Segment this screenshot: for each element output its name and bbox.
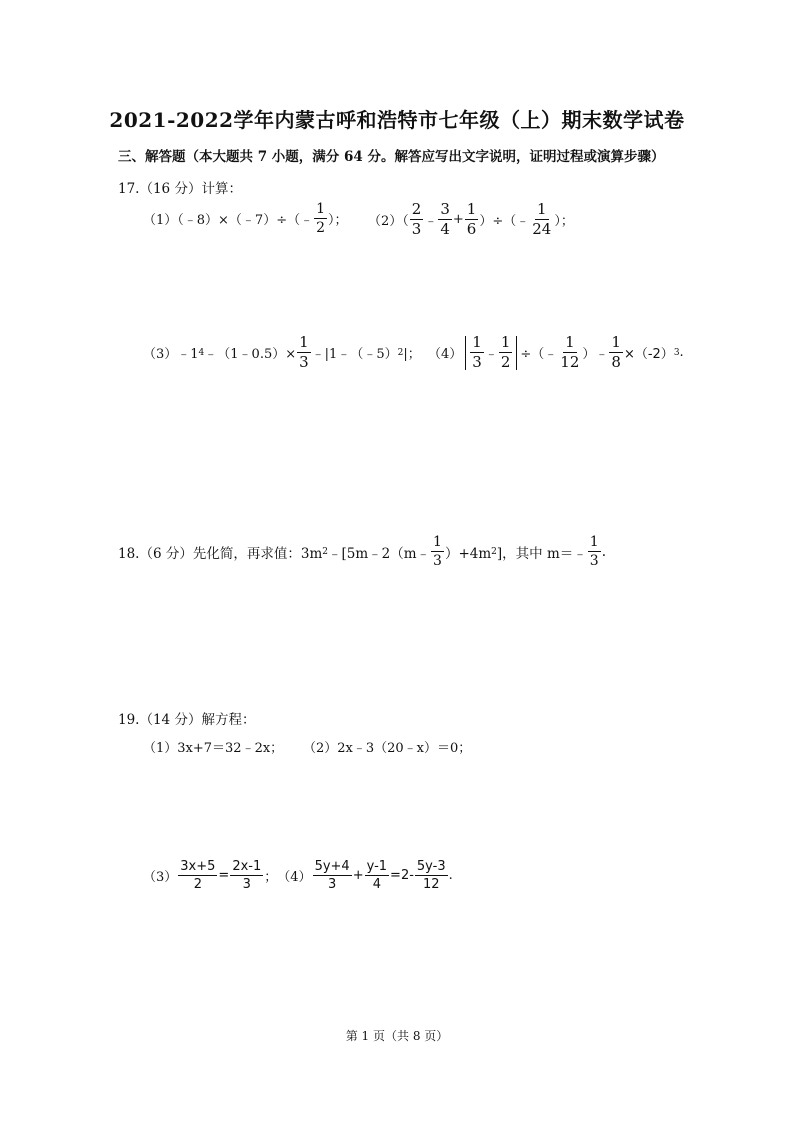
fraction: $\frac{1}{2}$ bbox=[500, 333, 511, 371]
q17-p3-prefix: （3）﹣1 bbox=[143, 347, 199, 362]
fraction: $\frac{1}{3}$ bbox=[472, 333, 482, 371]
question-19-part-2: （2）2x﹣3（20﹣x）＝0； bbox=[303, 741, 472, 756]
question-17-part-4 bbox=[428, 335, 684, 370]
q18-prefix: 18.（6 分）先化简，再求值：3m bbox=[118, 545, 323, 562]
operator: + bbox=[352, 868, 364, 883]
q17-p4-suffix: . bbox=[679, 345, 684, 360]
exponent: 2 bbox=[322, 546, 328, 557]
q17-p1-prefix: （1）（﹣8）×（﹣7）÷（﹣ bbox=[143, 213, 314, 228]
fraction: $\frac{y-1}{4}$ bbox=[366, 859, 388, 892]
fraction: $\frac{1}{8}$ bbox=[611, 333, 621, 371]
q17-p3-suffix: |； bbox=[403, 347, 421, 362]
fraction: $\frac{3}{4}$ bbox=[440, 200, 450, 238]
fraction: $\frac{1}{2}$ bbox=[316, 201, 326, 236]
question-18 bbox=[118, 535, 606, 568]
q17-p3-mid1: ﹣（1﹣0.5）× bbox=[204, 347, 297, 362]
fraction: $\frac{5y-3}{12}$ bbox=[416, 859, 446, 892]
absolute-value-bar bbox=[465, 336, 466, 370]
q17-p2-suffix: ）； bbox=[554, 214, 574, 229]
q19-p3-prefix: （3） bbox=[143, 870, 178, 885]
fraction: $\frac{2}{3}$ bbox=[411, 200, 422, 238]
q19-p3-suffix: ； bbox=[264, 870, 278, 885]
fraction: $\frac{1}{3}$ bbox=[589, 534, 599, 569]
fraction: $\frac{3x+5}{2}$ bbox=[180, 859, 216, 892]
page-footer: 第 1 页（共 8 页） bbox=[345, 1029, 449, 1043]
exponent: 2 bbox=[397, 347, 404, 358]
section-heading: 三、解答题（本大题共 7 小题，满分 64 分。解答应写出文字说明，证明过程或演算步骤） bbox=[118, 149, 665, 165]
page-title: 2021-2022学年内蒙古呼和浩特市七年级（上）期末数学试卷 bbox=[109, 108, 685, 132]
fraction: $\frac{1}{3}$ bbox=[299, 333, 309, 371]
q18-suffix: . bbox=[601, 543, 606, 560]
question-17-part-3 bbox=[143, 335, 421, 370]
fraction: $\frac{1}{6}$ bbox=[466, 200, 477, 238]
question-17-header: 17.（16 分）计算： bbox=[118, 181, 242, 197]
fraction: $\frac{1}{3}$ bbox=[433, 534, 442, 569]
q17-p4-mid2: ）﹣ bbox=[582, 347, 609, 362]
question-19-header: 19.（14 分）解方程： bbox=[118, 712, 256, 728]
exponent: 4 bbox=[198, 347, 205, 358]
exponent: 2 bbox=[491, 546, 497, 557]
fraction: $\frac{2x-1}{3}$ bbox=[232, 859, 262, 892]
q18-mid3: ]，其中 m＝﹣ bbox=[496, 545, 587, 562]
q17-p2-prefix: （2）（ bbox=[368, 214, 409, 229]
q17-p4-tail: ×（-2） bbox=[623, 347, 674, 362]
q17-p1-suffix: ）； bbox=[328, 213, 348, 228]
equals: = bbox=[218, 868, 230, 883]
q19-p4-prefix: （4） bbox=[277, 870, 312, 885]
q17-p4-mid: ÷（﹣ bbox=[520, 347, 558, 362]
q18-mid1: ﹣[5m﹣2（m﹣ bbox=[327, 545, 431, 562]
question-17-part-1 bbox=[143, 202, 348, 235]
q17-p2-mid: ）÷（﹣ bbox=[479, 214, 530, 229]
q19-p4-suffix: . bbox=[448, 868, 453, 883]
q18-mid2: ）+4m bbox=[444, 545, 492, 562]
operator: + bbox=[452, 212, 464, 227]
equals: =2- bbox=[390, 868, 414, 883]
operator: ﹣ bbox=[424, 214, 438, 229]
absolute-value-bar bbox=[516, 336, 517, 370]
fraction: $\frac{1}{24}$ bbox=[532, 200, 552, 238]
fraction: $\frac{1}{12}$ bbox=[560, 333, 580, 371]
question-17-part-2 bbox=[368, 202, 574, 237]
q17-p4-prefix: （4） bbox=[428, 347, 463, 362]
operator: ﹣ bbox=[484, 347, 498, 362]
exponent: 3 bbox=[673, 347, 680, 358]
fraction: $\frac{5y+4}{3}$ bbox=[314, 859, 350, 892]
question-19-part-3 bbox=[143, 860, 453, 891]
question-19-part-1: （1）3x+7＝32﹣2x； bbox=[143, 741, 284, 756]
q17-p3-mid2: ﹣|1﹣（﹣5） bbox=[311, 347, 398, 362]
